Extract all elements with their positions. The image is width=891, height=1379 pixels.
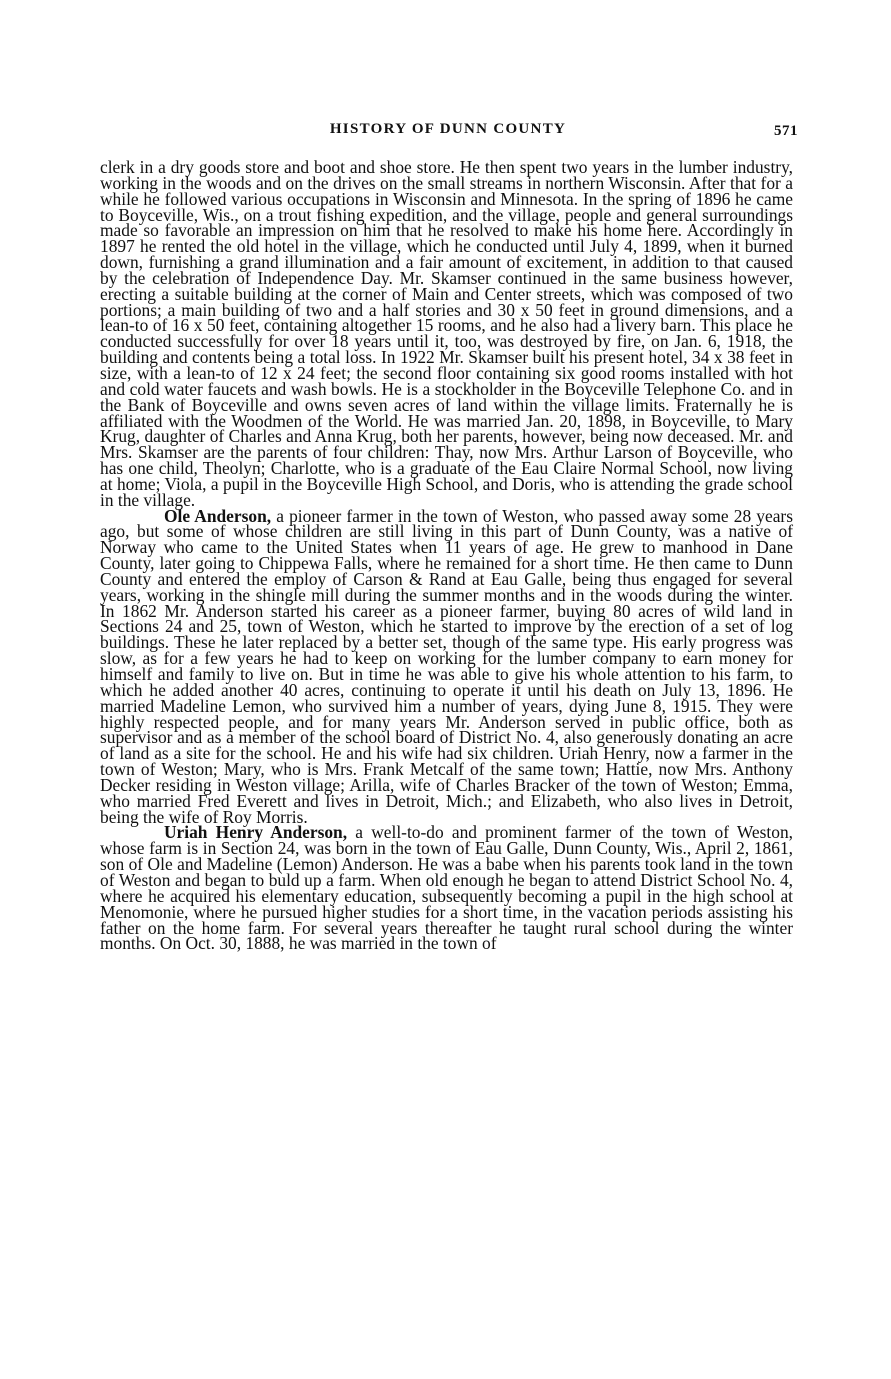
paragraph-ole-anderson <box>100 505 793 827</box>
biography-name: Ole Anderson, <box>164 505 272 526</box>
running-header <box>98 121 798 143</box>
body-text <box>100 157 793 954</box>
paragraph-continued <box>100 157 793 510</box>
paragraph-uriah-henry-anderson <box>100 822 793 954</box>
biography-name: Uriah Henry Anderson, <box>164 822 348 843</box>
running-title: HISTORY OF DUNN COUNTY <box>329 121 567 137</box>
paragraph-text: clerk in a dry goods store and boot and shoe store. He then spent two years in the lumber industry, working in the woods and on the drives on the small streams in northern Wisconsin. After that for a while he followed various occupations in Wisconsin and Minnesota. In the spring of 1896 he came to Boyceville, Wis., on a trout fishing expedition, and the village, people and general surroundings made so favorable an impression on him that he resolved to make his home here. Accordingly in 1897 he rented the old hotel in the village, which he conducted until July 4, 1899, when it burned down, furnishing a grand illumination and a fair amount of excitement, in addition to that caused by the celebration of Independence Day. Mr. Skamser continued in the same business however, erecting a suitable building at the corner of Main and Center streets, which was composed of two portions; a main building of two and a half stories and 30 x 50 feet in ground dimensions, and a lean-to of 16 x 50 feet, containing altogether 15 rooms, and he also had a livery barn. This place he conducted successfully for over 18 years until it, too, was destroyed by fire, on Jan. 6, 1918, the building and contents being a total loss. In 1922 Mr. Skamser built his present hotel, 34 x 38 feet in size, with a lean-to of 12 x 24 feet; the second floor containing six good rooms installed with hot and cold water faucets and wash bowls. He is a stockholder in the Boyceville Telephone Co. and in the Bank of Boyceville and owns seven acres of land within the village limits. Fraternally he is affiliated with the Woodmen of the World. He was married Jan. 20, 1898, in Boyceville, to Mary Krug, daughter of Charles and Anna Krug, both her parents, however, being now deceased. Mr. and Mrs. Skamser are the parents of four children: Thay, now Mrs. Arthur Larson of Boyceville, who has one child, Theolyn; Charlotte, who is a graduate of the Eau Claire Normal School, now living at home; Viola, a pupil in the Boyceville High School, and Doris, who is attending the grade school in the village. <box>100 157 793 510</box>
paragraph-text: a pioneer farmer in the town of Weston, who passed away some 28 years ago, but some of whose children are still living in this part of Dunn County, was a native of Norway who came to the United States when 11 years of age. He grew to manhood in Dane County, later going to Chippewa Falls, where he remained for a short time. He then came to Dunn County and entered the employ of Carson & Rand at Eau Galle, being thus engaged for several years, working in the shingle mill during the summer months and in the woods during the winter. In 1862 Mr. Anderson started his career as a pioneer farmer, buying 80 acres of wild land in Sections 24 and 25, town of Weston, which he started to improve by the erection of a set of log buildings. These he later replaced by a better set, though of the same type. His early progress was slow, as for a few years he had to keep on working for the lumber company to earn money for himself and family to live on. But in time he was able to give his whole attention to his farm, to which he added another 40 acres, continuing to operate it until his death on July 13, 1896. He married Madeline Lemon, who survived him a number of years, dying June 8, 1915. They were highly respected people, and for many years Mr. Anderson served in public office, both as supervisor and as a member of the school board of District No. 4, also generously donating an acre of land as a site for the school. He and his wife had six children. Uriah Henry, now a farmer in the town of Weston; Mary, who is Mrs. Frank Metcalf of the same town; Hattie, now Mrs. Anthony Decker residing in Weston village; Arilla, wife of Charles Bracker of the town of Weston; Emma, who married Fred Everett and lives in Detroit, Mich.; and Elizabeth, who also lives in Detroit, being the wife of Roy Morris. <box>100 505 793 827</box>
page-number: 571 <box>774 123 798 139</box>
paragraph-text: a well-to-do and prominent farmer of the town of Weston, whose farm is in Section 24, was born in the town of Eau Galle, Dunn County, Wis., April 2, 1861, son of Ole and Madeline (Lemon) Anderson. He was a babe when his parents took land in the town of Weston and began to buld up a farm. When old enough he began to attend District School No. 4, where he acquired his elementary education, subsequently becoming a pupil in the high school at Menomonie, where he pursued higher studies for a short time, in the vacation periods assisting his father on the home farm. For several years thereafter he taught rural school during the winter months. On Oct. 30, 1888, he was married in the town of <box>100 822 793 954</box>
